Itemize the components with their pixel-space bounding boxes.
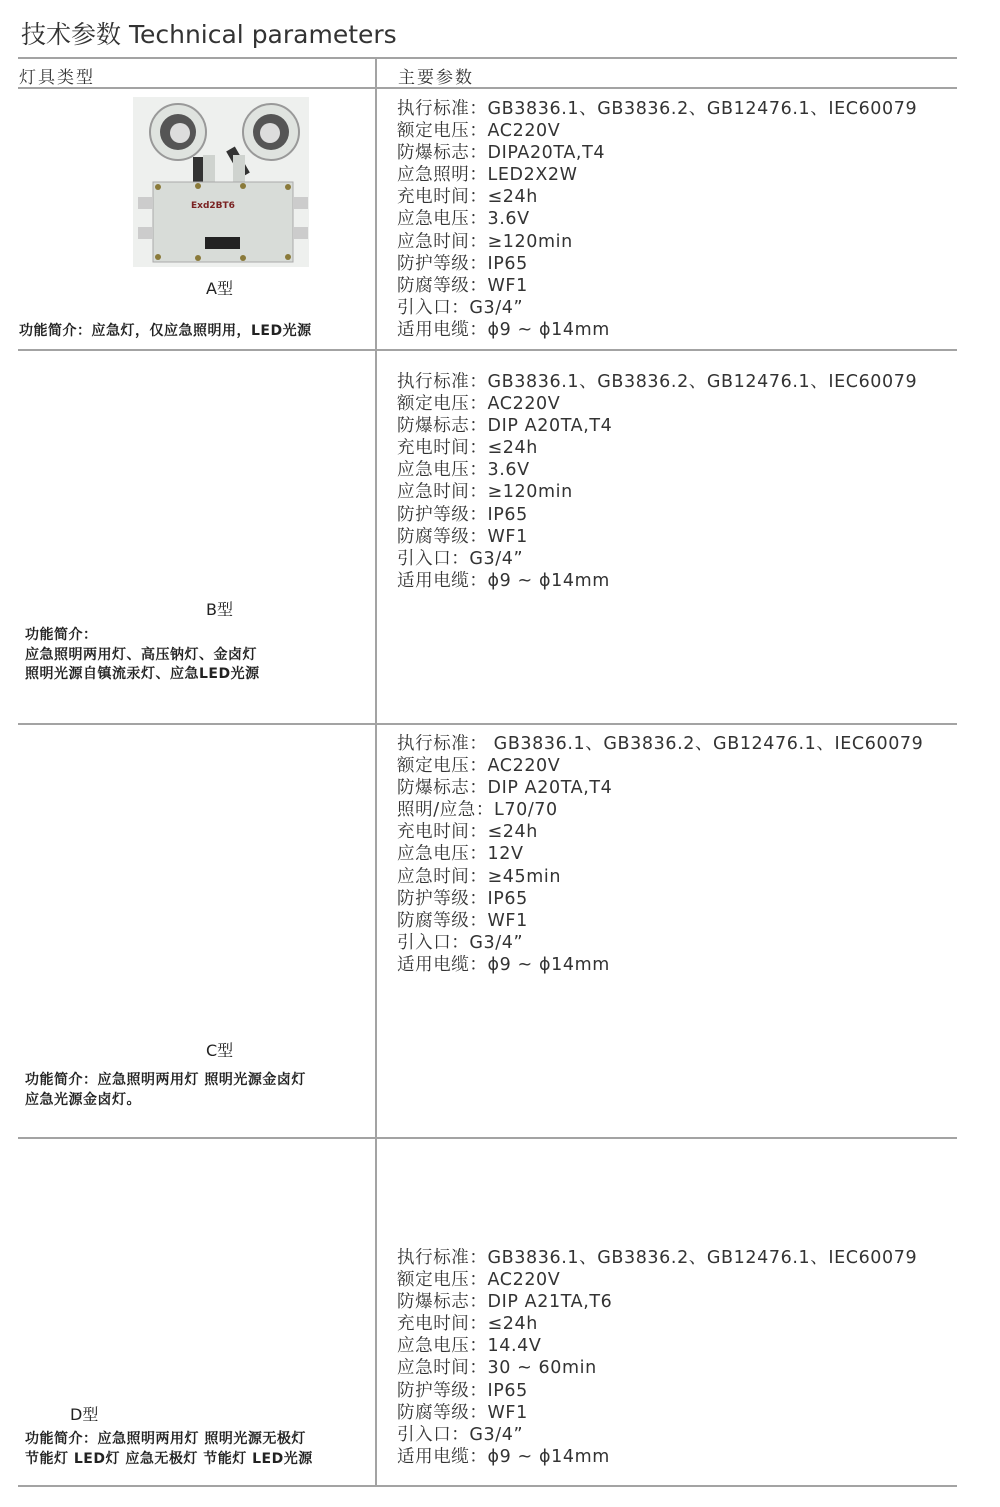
function-description <box>25 1430 313 1469</box>
param-line: 应急电压：12V <box>397 844 524 865</box>
param-line: 执行标准：GB3836.1、GB3836.2、GB12476.1、IEC60079 <box>397 372 918 392</box>
param-line: 充电时间：≤24h <box>397 438 538 459</box>
param-line: 额定电压：AC220V <box>397 756 561 777</box>
param-line: 执行标准：GB3836.1、GB3836.2、GB12476.1、IEC60079 <box>397 1248 918 1268</box>
divider <box>18 1485 957 1487</box>
param-line: 应急时间：≥120min <box>397 482 573 503</box>
column-divider <box>375 58 377 1487</box>
param-line: 额定电压：AC220V <box>397 121 561 142</box>
function-description <box>25 626 260 685</box>
param-list <box>397 733 923 976</box>
param-line: 引入口：G3/4” <box>397 297 524 318</box>
description-line: 节能灯 LED灯 应急无极灯 节能灯 LED光源 <box>25 1450 313 1467</box>
description-line: 功能简介： <box>25 627 98 643</box>
param-line: 应急照明：LED2X2W <box>397 165 578 186</box>
description-line: 应急光源金卤灯。 <box>25 1091 141 1108</box>
param-line: 充电时间：≤24h <box>397 822 538 843</box>
lamp-type-label: D型 <box>70 1405 99 1424</box>
param-line: 防爆标志：DIP A20TA,T4 <box>397 416 613 437</box>
description-line: 功能简介：应急照明两用灯 照明光源金卤灯 <box>25 1072 306 1088</box>
param-line: 充电时间：≤24h <box>397 1314 538 1335</box>
divider <box>18 57 957 59</box>
param-line: 照明/应急：L70/70 <box>397 800 558 821</box>
lamp-type-label: C型 <box>206 1041 234 1060</box>
param-line: 防腐等级：WF1 <box>397 275 528 296</box>
param-line: 额定电压：AC220V <box>397 1270 561 1291</box>
param-line: 防爆标志：DIP A20TA,T4 <box>397 778 613 799</box>
divider <box>18 349 957 351</box>
param-line: 引入口：G3/4” <box>397 932 524 953</box>
param-line: 防护等级：IP65 <box>397 1380 528 1401</box>
param-line: 防护等级：IP65 <box>397 253 528 274</box>
description-line: 功能简介：应急照明两用灯 照明光源无极灯 <box>25 1431 306 1447</box>
page-title: 技术参数 Technical parameters <box>21 20 397 49</box>
param-line: 防护等级：IP65 <box>397 504 528 525</box>
lamp-label: Exd2BT6 <box>191 201 235 211</box>
param-list <box>397 98 917 341</box>
param-line: 适用电缆：ϕ9 ~ ϕ14mm <box>397 1446 610 1467</box>
divider <box>18 723 957 725</box>
param-line: 引入口：G3/4” <box>397 1424 524 1445</box>
param-line: 应急电压：14.4V <box>397 1336 542 1357</box>
divider <box>18 87 957 89</box>
header-type: 灯具类型 <box>19 68 95 88</box>
param-line: 防爆标志：DIP A21TA,T6 <box>397 1292 613 1313</box>
param-line: 应急电压：3.6V <box>397 209 530 230</box>
param-line: 适用电缆：ϕ9 ~ ϕ14mm <box>397 570 610 591</box>
function-description <box>25 1071 306 1110</box>
lamp-a-image <box>133 97 309 267</box>
param-line: 执行标准： GB3836.1、GB3836.2、GB12476.1、IEC60079 <box>397 734 924 754</box>
param-line: 防腐等级：WF1 <box>397 1402 528 1423</box>
param-line: 适用电缆：ϕ9 ~ ϕ14mm <box>397 319 610 340</box>
param-list <box>397 371 917 592</box>
description-line: 应急照明两用灯、高压钠灯、金卤灯 <box>25 646 257 663</box>
param-line: 防爆标志：DIPA20TA,T4 <box>397 143 606 164</box>
param-line: 应急时间：≥120min <box>397 231 573 252</box>
header-params: 主要参数 <box>398 68 474 88</box>
param-line: 额定电压：AC220V <box>397 394 561 415</box>
param-line: 适用电缆：ϕ9 ~ ϕ14mm <box>397 954 610 975</box>
param-line: 执行标准：GB3836.1、GB3836.2、GB12476.1、IEC60079 <box>397 99 918 119</box>
param-line: 充电时间：≤24h <box>397 187 538 208</box>
function-description <box>19 322 312 342</box>
divider <box>18 1137 957 1139</box>
param-line: 防腐等级：WF1 <box>397 526 528 547</box>
description-line: 功能简介：应急灯，仅应急照明用，LED光源 <box>19 323 312 339</box>
param-list <box>397 1247 917 1468</box>
param-line: 应急电压：3.6V <box>397 460 530 481</box>
param-line: 防腐等级：WF1 <box>397 910 528 931</box>
param-line: 防护等级：IP65 <box>397 888 528 909</box>
lamp-type-label: A型 <box>206 279 233 298</box>
param-line: 应急时间：≥45min <box>397 866 562 887</box>
lamp-type-label: B型 <box>206 600 233 619</box>
param-line: 引入口：G3/4” <box>397 548 524 569</box>
description-line: 照明光源自镇流汞灯、应急LED光源 <box>25 666 260 682</box>
param-line: 应急时间：30 ~ 60min <box>397 1358 597 1379</box>
